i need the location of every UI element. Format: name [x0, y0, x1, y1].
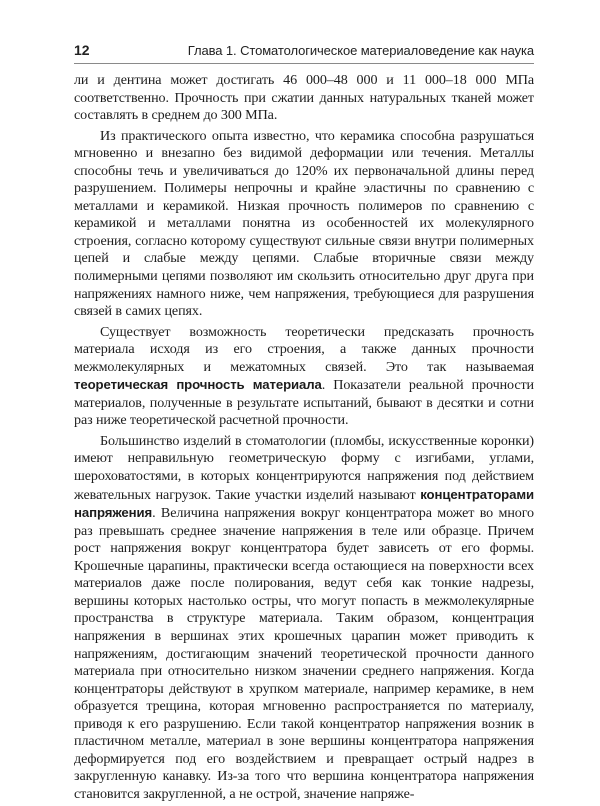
paragraph-text-before: Большинство изделий в стоматологии (пломбы, искусственные коронки) имеют неправильную геометрическую форму с изгибами, углами, шероховатостями, в которых концентрируются напряжения под действием жевательных нагрузок. Такие участки изделий называют	[74, 432, 534, 503]
paragraph-text-after: . Величина напряжения вокруг концентратора может во много раз превышать среднее значение напряжения в теле или образце. Причем рост напряжения вокруг концентратора будет зависеть от его формы. Крошечные царапины, практически всегда остающиеся на поверхности всех материалов даже после полирования, ведут себя как тонкие надрезы, вершины которых настолько остры, что могут попасть в межмолекулярные пространства в структуре материала. Таким образом, концентрация напряжения в вершинах этих крошечных царапин может приводить к напряжениям, достигающим значений теоретической прочности данного материала при относительно низком значении среднего напряжения. Когда концентраторы действуют в хрупком материале, например керамике, в нем образуется трещина, которая мгновенно распространяется по материалу, приводя к его разрушению. Если такой концентратор напряжения возник в пластичном металле, материал в зоне вершины концентратора напряжения деформируется под его воздействием и превращает острый надрез в закругленную канавку. Из-за того что вершина концентратора напряжения становится закругленной, а не острой, значение напряже-	[74, 505, 534, 802]
paragraph	[74, 128, 534, 321]
key-term: теоретическая прочность материала	[74, 377, 322, 393]
body-text	[74, 72, 534, 803]
page-header	[74, 42, 534, 64]
book-page	[74, 42, 534, 806]
paragraph	[74, 433, 534, 803]
paragraph-text-before: Существует возможность теоретически предсказать прочность материала исходя из его строения, а также данных прочности межмолекулярных и межатомных связей. Это так называемая	[74, 323, 534, 375]
running-title: Глава 1. Стоматологическое материаловедение как наука	[187, 43, 534, 58]
paragraph	[74, 72, 534, 125]
paragraph-text: Из практического опыта известно, что керамика способна разрушаться мгновенно и внезапно без видимой деформации или течения. Металлы способны течь и увеличиваться до 120% их первоначальной длины перед разрушением. Полимеры непрочны и крайне эластичны по сравнению с металлами и керамикой. Низкая прочность полимеров по сравнению с керамикой и металлами понятна из особенностей их молекулярного строения, согласно которому существуют сильные связи внутри полимерных цепей и слабые между цепями. Слабые вторичные связи между полимерными цепями позволяют им скользить относительно друг друга при напряжениях намного ниже, чем напряжения, требующиеся для разрушения связей в самих цепях.	[74, 127, 534, 320]
paragraph-text-after: . Показатели реальной прочности материалов, полученные в результате испытаний, бывают в десятки и сотни раз ниже теоретической расчетной прочности.	[74, 377, 534, 429]
paragraph	[74, 324, 534, 430]
page-number: 12	[74, 42, 90, 58]
paragraph-text: ли и дентина может достигать 46 000–48 000 и 11 000–18 000 МПа соответственно. Прочность при сжатии данных натуральных тканей может составлять в среднем до 300 МПа.	[74, 72, 534, 124]
key-term: концентраторами напряжения	[74, 486, 534, 521]
